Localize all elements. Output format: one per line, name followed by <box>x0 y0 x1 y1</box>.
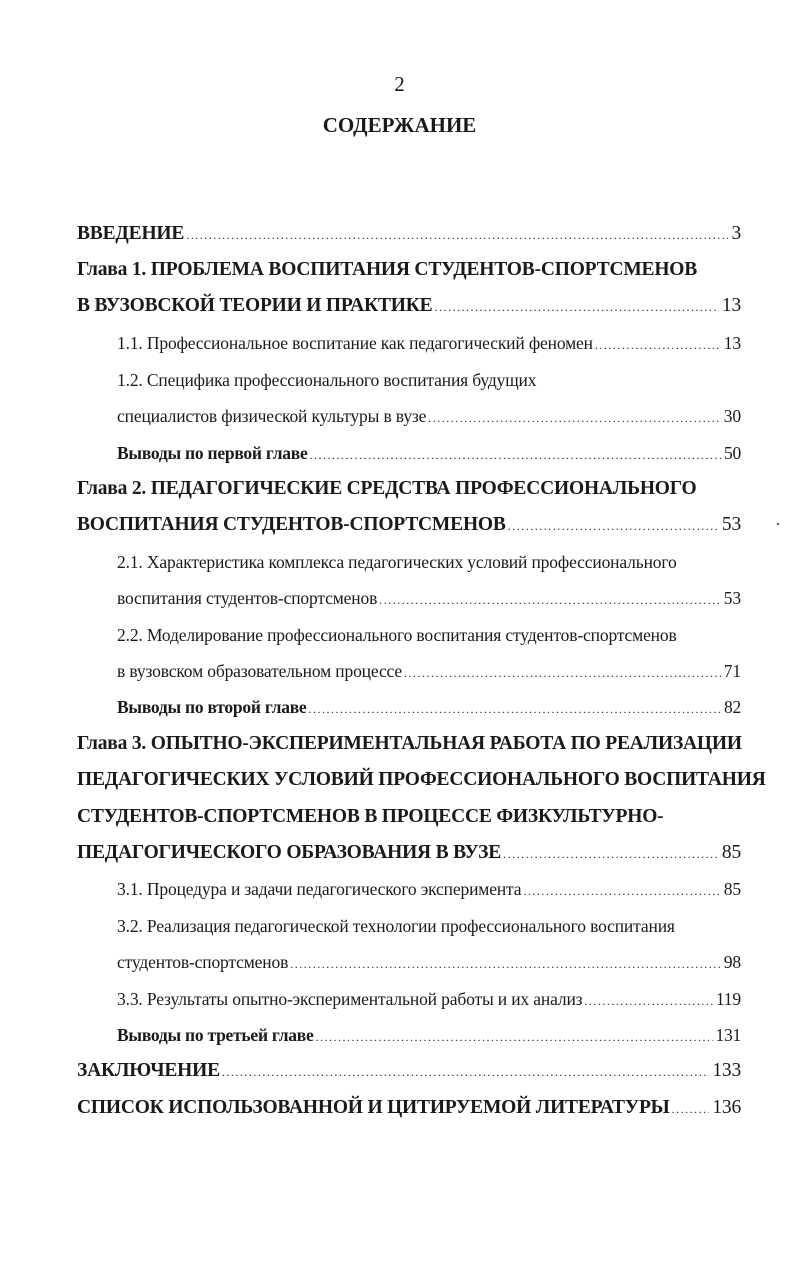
dot-leader <box>508 513 719 539</box>
dot-leader <box>308 696 721 722</box>
dot-leader <box>672 1096 710 1122</box>
toc-entry-text: В ВУЗОВСКОЙ ТЕОРИИ И ПРАКТИКЕ <box>77 295 433 316</box>
toc-section-2-1-heading[interactable] <box>117 549 741 575</box>
toc-page-number: 136 <box>712 1097 741 1118</box>
dot-leader <box>290 951 721 977</box>
toc-entry-text: специалистов физической культуры в вузе <box>117 406 427 426</box>
toc-conclusions-chapter-3[interactable] <box>117 1022 741 1048</box>
dot-leader <box>309 442 721 468</box>
toc-entry-text: 3.2. Реализация педагогической технологии профессионального воспитания <box>117 916 675 936</box>
toc-section-1-2[interactable] <box>117 403 741 429</box>
dot-leader <box>186 222 728 248</box>
dot-leader <box>595 332 721 358</box>
toc-entry-text: 1.1. Профессиональное воспитание как педагогический феномен <box>117 333 593 353</box>
toc-entry-text: 3.3. Результаты опытно-экспериментальной работы и их анализ <box>117 989 583 1009</box>
toc-section-3-3[interactable] <box>117 986 741 1012</box>
toc-entry-text: Глава 2. ПЕДАГОГИЧЕСКИЕ СРЕДСТВА ПРОФЕССИОНАЛЬНОГО <box>77 478 697 499</box>
toc-page-number: 3 <box>731 223 741 244</box>
toc-conclusions-chapter-2[interactable] <box>117 694 741 720</box>
toc-page-number: 85 <box>723 879 741 899</box>
dot-leader <box>503 841 719 867</box>
toc-conclusions-chapter-1[interactable] <box>117 440 741 466</box>
dot-leader <box>523 878 720 904</box>
toc-entry-text: в вузовском образовательном процессе <box>117 661 403 681</box>
toc-entry-text: ПЕДАГОГИЧЕСКОГО ОБРАЗОВАНИЯ В ВУЗЕ <box>77 842 502 863</box>
toc-entry-references[interactable] <box>77 1095 741 1121</box>
page-number: 2 <box>394 72 405 96</box>
toc-entry-text: Выводы по второй главе <box>117 697 307 717</box>
toc-page-number: 13 <box>721 295 741 316</box>
toc-page-number: 71 <box>723 661 741 681</box>
dot-leader <box>222 1059 709 1085</box>
toc-entry-text: Выводы по третьей главе <box>117 1025 314 1045</box>
toc-chapter-3-heading-line-1[interactable] <box>77 731 741 757</box>
dot-leader <box>404 660 721 686</box>
toc-page-number: 98 <box>723 952 741 972</box>
dot-leader <box>428 405 721 431</box>
toc-entry-text: СТУДЕНТОВ-СПОРТСМЕНОВ В ПРОЦЕССЕ ФИЗКУЛЬТУРНО- <box>77 806 664 827</box>
dot-leader <box>316 1024 713 1050</box>
toc-entry-text: воспитания студентов-спортсменов <box>117 588 378 608</box>
toc-entry-text: ВВЕДЕНИЕ <box>77 223 185 244</box>
toc-page-number: 85 <box>721 842 741 863</box>
toc-chapter-3[interactable] <box>77 840 741 866</box>
toc-entry-text: ПЕДАГОГИЧЕСКИХ УСЛОВИЙ ПРОФЕССИОНАЛЬНОГО ВОСПИТАНИЯ <box>77 769 766 790</box>
toc-page-number: 133 <box>712 1060 741 1081</box>
toc-section-2-2[interactable] <box>117 658 741 684</box>
toc-page-number: 53 <box>723 588 741 608</box>
toc-entry-text: 3.1. Процедура и задачи педагогического эксперимента <box>117 879 522 899</box>
toc-entry-text: Глава 3. ОПЫТНО-ЭКСПЕРИМЕНТАЛЬНАЯ РАБОТА ПО РЕАЛИЗАЦИИ <box>77 733 742 754</box>
toc-page-number: 119 <box>715 989 741 1009</box>
toc-section-1-1[interactable] <box>117 330 741 356</box>
toc-page-number: 13 <box>723 333 741 353</box>
toc-entry-text: 2.1. Характеристика комплекса педагогических условий профессионального <box>117 552 677 572</box>
toc-entry-text: 1.2. Специфика профессионального воспитания будущих <box>117 370 537 390</box>
toc-entry-text: ВОСПИТАНИЯ СТУДЕНТОВ-СПОРТСМЕНОВ <box>77 514 506 535</box>
page-title: СОДЕРЖАНИЕ <box>322 113 477 137</box>
toc-page-number: 131 <box>715 1025 741 1045</box>
scan-speck <box>777 523 779 525</box>
toc-entry-text: СПИСОК ИСПОЛЬЗОВАННОЙ И ЦИТИРУЕМОЙ ЛИТЕРАТУРЫ <box>77 1097 670 1118</box>
dot-leader <box>584 988 712 1014</box>
toc-chapter-2[interactable] <box>77 512 741 538</box>
toc-entry-conclusion[interactable] <box>77 1058 741 1084</box>
toc-section-3-2[interactable] <box>117 949 741 975</box>
toc-section-3-2-heading[interactable] <box>117 913 741 939</box>
toc-entry-text: ЗАКЛЮЧЕНИЕ <box>77 1060 220 1081</box>
toc-chapter-3-heading-line-2[interactable] <box>77 767 766 793</box>
toc-chapter-3-heading-line-3[interactable] <box>77 804 741 830</box>
toc-section-3-1[interactable] <box>117 876 741 902</box>
toc-entry-text: 2.2. Моделирование профессионального воспитания студентов-спортсменов <box>117 625 677 645</box>
toc-chapter-1-heading[interactable] <box>77 257 741 283</box>
dot-leader <box>379 587 721 613</box>
toc-section-2-1[interactable] <box>117 585 741 611</box>
toc-page-number: 53 <box>721 514 741 535</box>
toc-section-1-2-heading[interactable] <box>117 367 741 393</box>
toc-entry-text: студентов-спортсменов <box>117 952 289 972</box>
toc-page-number: 30 <box>723 406 741 426</box>
toc-page-number: 82 <box>724 697 741 717</box>
toc-entry-introduction[interactable] <box>77 221 741 247</box>
toc-section-2-2-heading[interactable] <box>117 622 741 648</box>
dot-leader <box>434 294 718 320</box>
toc-entry-text: Глава 1. ПРОБЛЕМА ВОСПИТАНИЯ СТУДЕНТОВ-СПОРТСМЕНОВ <box>77 259 698 280</box>
toc-page-number: 50 <box>724 443 741 463</box>
toc-chapter-1[interactable] <box>77 293 741 319</box>
toc-chapter-2-heading[interactable] <box>77 476 741 502</box>
toc-entry-text: Выводы по первой главе <box>117 443 308 463</box>
